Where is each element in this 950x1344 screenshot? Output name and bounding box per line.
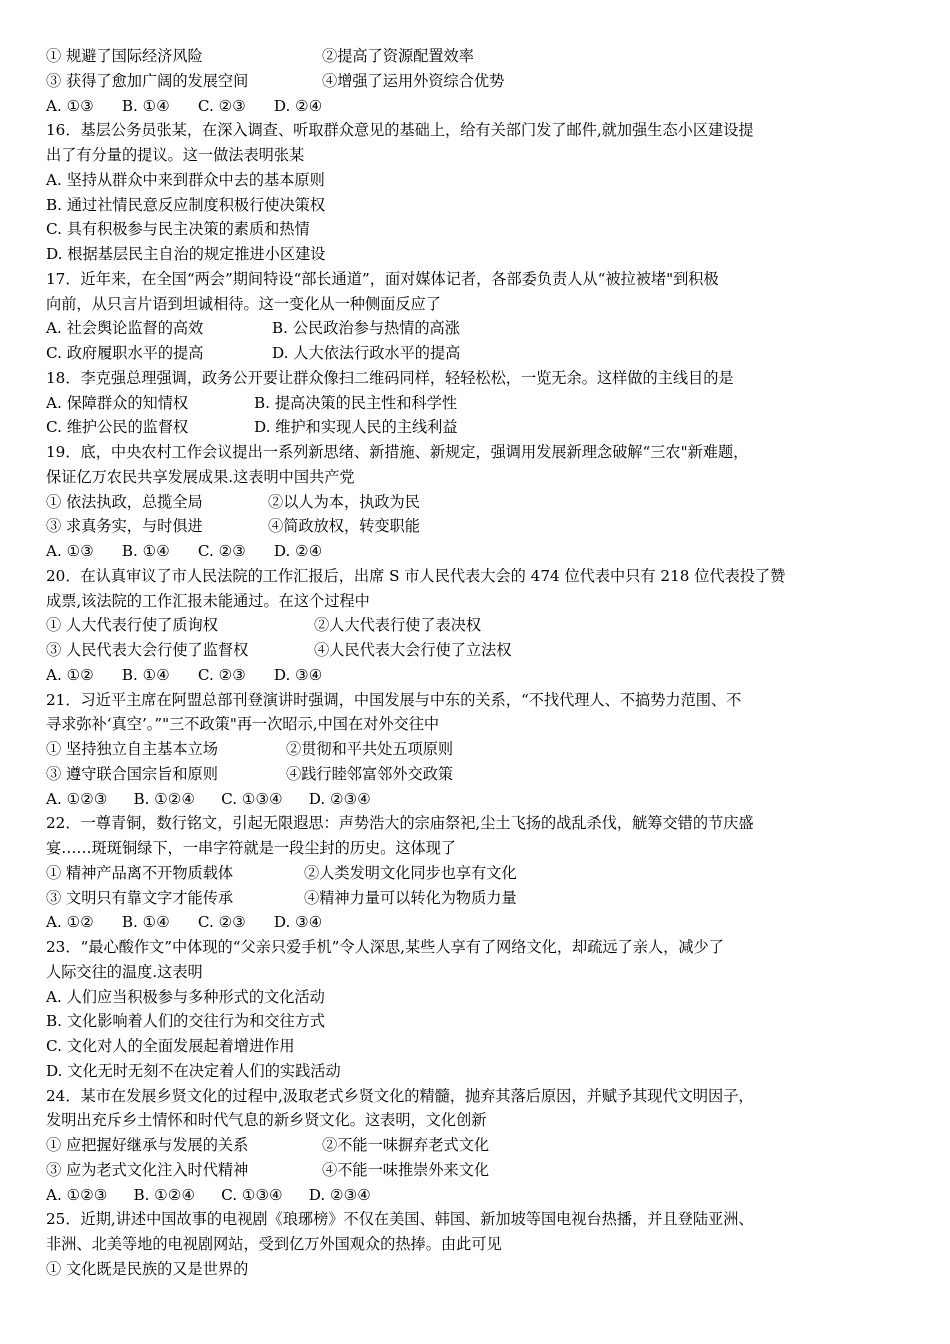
q19-choice-c: C. ②③ xyxy=(197,542,246,560)
q19-choice-a: A. ①③ xyxy=(46,542,94,560)
q21-options-row-1 xyxy=(46,737,912,762)
q20-option-3: ③ 人民代表大会行使了监督权 xyxy=(46,641,249,659)
q19-options-row-2 xyxy=(46,514,912,539)
q20-choice-c: C. ②③ xyxy=(197,665,246,684)
q21-choices xyxy=(46,787,912,812)
q22-options-row-2 xyxy=(46,886,912,911)
q23-option-a: A. 人们应当积极参与多种形式的文化活动 xyxy=(46,987,325,1006)
q15-options-row-2 xyxy=(46,69,912,94)
q19-options-row-1 xyxy=(46,490,912,515)
q18-option-b: B. 提高决策的民主性和科学性 xyxy=(254,393,458,412)
q15-options-row-1 xyxy=(46,44,912,69)
q24-options-row-1 xyxy=(46,1133,912,1158)
q15-choices xyxy=(46,94,912,119)
q19-option-2: ②以人为本，执政为民 xyxy=(268,492,420,511)
q20-options-row-2 xyxy=(46,638,912,663)
q20-options-row-1 xyxy=(46,613,912,638)
q23-option-c: C. 文化对人的全面发展起着增进作用 xyxy=(46,1037,295,1055)
q22-option-4: ④精神力量可以转化为物质力量 xyxy=(304,888,517,907)
q15-choice-c: C. ②③ xyxy=(197,96,246,115)
q15-choice-d: D. ②④ xyxy=(273,96,323,115)
q22-choices xyxy=(46,910,912,935)
q25-stem-line-1: 25．近期,讲述中国故事的电视剧《琅琊榜》不仅在美国、韩国、新加坡等国电视台热播，并且登陆亚洲、 xyxy=(46,1210,754,1229)
exam-page xyxy=(46,44,912,1282)
q18-options-row-1 xyxy=(46,391,912,416)
q24-option-4: ④不能一味推崇外来文化 xyxy=(322,1160,490,1179)
q20-option-4: ④人民代表大会行使了立法权 xyxy=(314,641,512,659)
q24-choice-d: D. ②③④ xyxy=(308,1185,371,1204)
q24-choices xyxy=(46,1183,912,1208)
q20-stem-line-2: 成票,该法院的工作汇报未能通过。在这个过程中 xyxy=(46,591,370,610)
q21-option-3: ③ 遵守联合国宗旨和原则 xyxy=(46,764,218,783)
q23-option-b: B. 文化影响着人们的交往行为和交往方式 xyxy=(46,1012,326,1031)
q23-stem-line-1: 23．“最心酸作文”中体现的“父亲只爱手机”令人深思,某些人享有了网络文化，却疏远了亲人，减少了 xyxy=(46,938,724,956)
q24-options-row-2 xyxy=(46,1158,912,1183)
q24-choice-a: A. ①②③ xyxy=(46,1185,108,1204)
q20-option-1: ① 人大代表行使了质询权 xyxy=(46,616,218,635)
q15-option-4: ④增强了运用外资综合优势 xyxy=(322,71,505,90)
q17-option-c: C. 政府履职水平的提高 xyxy=(46,344,204,362)
q18-options-row-2 xyxy=(46,415,912,440)
q24-option-1: ① 应把握好继承与发展的关系 xyxy=(46,1136,249,1154)
q24-option-2: ②不能一味摒弃老式文化 xyxy=(322,1136,490,1154)
q24-choice-b: B. ①②④ xyxy=(133,1185,196,1204)
q21-options-row-2 xyxy=(46,762,912,787)
q22-choice-b: B. ①④ xyxy=(121,913,170,932)
q17-stem-line-2: 向前，从只言片语到坦诚相待。这一变化从一种侧面反应了 xyxy=(46,294,441,313)
q20-choice-a: A. ①② xyxy=(46,665,94,684)
q21-option-1: ① 坚持独立自主基本立场 xyxy=(46,740,218,758)
q22-choice-d: D. ③④ xyxy=(273,913,323,932)
q16-stem-line-1: 16．基层公务员张某，在深入调查、听取群众意见的基础上，给有关部门发了邮件,就加强生态小区建设提 xyxy=(46,121,754,140)
q18-stem-line-1: 18．李克强总理强调，政务公开要让群众像扫二维码同样，轻轻松松，一览无余。这样做的主线目的是 xyxy=(46,368,734,387)
q17-option-b: B. 公民政治参与热情的高涨 xyxy=(272,319,460,338)
q16-option-d: D. 根据基层民主自治的规定推进小区建设 xyxy=(46,245,326,263)
q23-option-d: D. 文化无时无刻不在决定着人们的实践活动 xyxy=(46,1061,341,1080)
q16-option-b: B. 通过社情民意反应制度积极行使决策权 xyxy=(46,195,326,214)
q15-choice-a: A. ①③ xyxy=(46,96,94,115)
q17-option-a: A. 社会舆论监督的高效 xyxy=(46,319,204,338)
q25-stem-line-2: 非洲、北美等地的电视剧网站，受到亿万外国观众的热捧。由此可见 xyxy=(46,1235,502,1253)
q19-choice-b: B. ①④ xyxy=(121,542,170,560)
q22-choice-a: A. ①② xyxy=(46,913,94,932)
q20-choice-b: B. ①④ xyxy=(121,665,170,684)
q18-option-c: C. 维护公民的监督权 xyxy=(46,418,189,437)
q19-option-3: ③ 求真务实，与时俱进 xyxy=(46,517,203,536)
q17-options-row-2 xyxy=(46,341,912,366)
q21-stem-line-2: 寻求弥补‘真空’。”"三不政策"再一次昭示,中国在对外交往中 xyxy=(46,715,440,734)
q22-option-3: ③ 文明只有靠文字才能传承 xyxy=(46,888,234,907)
q22-stem-line-2: 宴……斑斑铜绿下，一串字符就是一段尘封的历史。这体现了 xyxy=(46,839,457,857)
q23-stem-line-2: 人际交往的温度.这表明 xyxy=(46,962,203,981)
q18-option-d: D. 维护和实现人民的主线利益 xyxy=(254,418,458,437)
q19-stem-line-2: 保证亿万农民共享发展成果.这表明中国共产党 xyxy=(46,467,355,486)
q21-choice-b: B. ①②④ xyxy=(133,789,196,808)
q15-option-2: ②提高了资源配置效率 xyxy=(322,47,474,65)
q21-choice-d: D. ②③④ xyxy=(308,789,371,808)
q15-option-1: ① 规避了国际经济风险 xyxy=(46,47,203,65)
q21-stem-line-1: 21．习近平主席在阿盟总部刊登演讲时强调，中国发展与中东的关系，“不找代理人、不搞势力范围、不 xyxy=(46,690,742,709)
q25-option-1: ① 文化既是民族的又是世界的 xyxy=(46,1259,249,1278)
q24-choice-c: C. ①③④ xyxy=(221,1185,283,1204)
q21-option-4: ④践行睦邻富邻外交政策 xyxy=(286,764,454,783)
q21-choice-a: A. ①②③ xyxy=(46,789,108,808)
q15-option-3: ③ 获得了愈加广阔的发展空间 xyxy=(46,71,249,90)
q22-option-2: ②人类发明文化同步也享有文化 xyxy=(304,863,517,882)
q20-choices xyxy=(46,663,912,688)
q17-option-d: D. 人大依法行政水平的提高 xyxy=(272,344,461,362)
q22-choice-c: C. ②③ xyxy=(197,913,246,932)
q20-option-2: ②人大代表行使了表决权 xyxy=(314,616,482,635)
q21-option-2: ②贯彻和平共处五项原则 xyxy=(286,740,454,758)
q19-choice-d: D. ②④ xyxy=(273,542,323,560)
q16-option-c: C. 具有积极参与民主决策的素质和热情 xyxy=(46,220,310,239)
q19-option-4: ④简政放权，转变职能 xyxy=(268,517,420,536)
q19-choices xyxy=(46,539,912,564)
q17-options-row-1 xyxy=(46,316,912,341)
q20-choice-d: D. ③④ xyxy=(273,665,323,684)
q18-option-a: A. 保障群众的知情权 xyxy=(46,393,189,412)
q22-options-row-1 xyxy=(46,861,912,886)
q24-option-3: ③ 应为老式文化注入时代精神 xyxy=(46,1160,249,1179)
q17-stem-line-1: 17．近年来，在全国“两会”期间特设“部长通道”，面对媒体记者，各部委负责人从“被拉被堵"到积极 xyxy=(46,269,719,288)
q20-stem-line-1: 20．在认真审议了市人民法院的工作汇报后，出席 S 市人民代表大会的 474 位代表中只有 218 位代表投了赞 xyxy=(46,566,786,585)
q24-stem-line-2: 发明出充斥乡土情怀和时代气息的新乡贤文化。这表明，文化创新 xyxy=(46,1111,487,1130)
q22-stem-line-1: 22．一尊青铜，数行铭文，引起无限遐思：声势浩大的宗庙祭祀,尘土飞扬的战乱杀伐，觥筹交错的节庆盛 xyxy=(46,814,754,833)
q22-option-1: ① 精神产品离不开物质载体 xyxy=(46,863,234,882)
q16-stem-line-2: 出了有分量的提议。这一做法表明张某 xyxy=(46,146,305,164)
q16-option-a: A. 坚持从群众中来到群众中去的基本原则 xyxy=(46,170,325,189)
q19-option-1: ① 依法执政，总揽全局 xyxy=(46,492,203,511)
q15-choice-b: B. ①④ xyxy=(121,96,170,115)
q24-stem-line-1: 24．某市在发展乡贤文化的过程中,汲取老式乡贤文化的精髓，抛弃其落后原因，并赋予其现代文明因子， xyxy=(46,1086,754,1105)
q21-choice-c: C. ①③④ xyxy=(221,789,283,808)
q19-stem-line-1: 19．底，中央农村工作会议提出一系列新思绪、新措施、新规定，强调用发展新理念破解“三农"新难题， xyxy=(46,443,749,461)
